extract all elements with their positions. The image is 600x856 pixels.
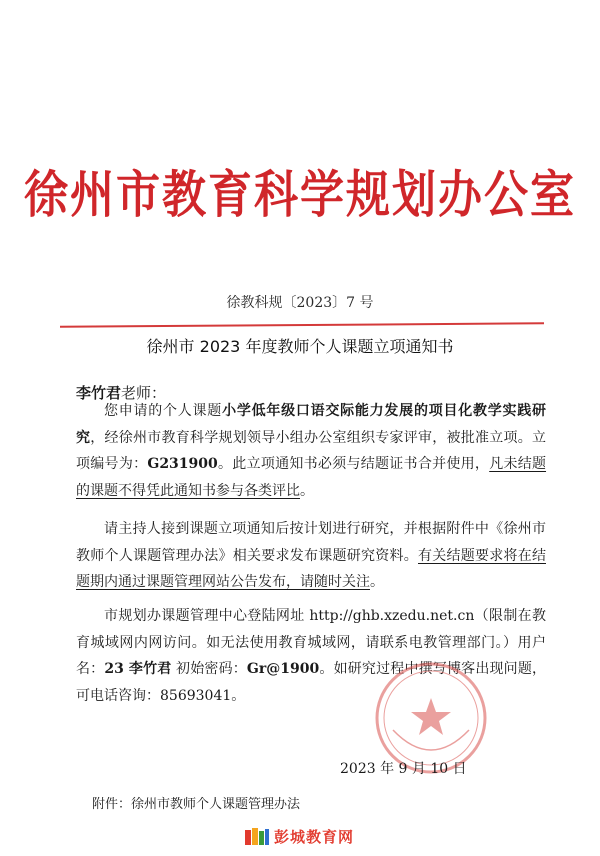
p3-text-3: 。如研究过程中撰写博客出现问题，可电话咨询：85693041。: [76, 661, 547, 704]
watermark-site-name: 彭城教育网: [274, 828, 355, 846]
letterhead-title: 徐州市教育科学规划办公室: [24, 165, 576, 225]
project-code: G231900: [147, 456, 218, 472]
p1-underlined-note: 凡未结题的课题不得凭此通知书参与各类评比: [76, 456, 547, 499]
red-divider-line: [60, 322, 544, 327]
issue-date: 2023 年 9 月 10 日: [340, 761, 467, 777]
p1-text-4: 。: [300, 482, 314, 499]
p1-text-3: 。此立项通知书必须与结题证书合并使用，: [217, 456, 490, 472]
site-watermark: [244, 826, 354, 847]
document-number: 徐教科规〔2023〕7 号: [226, 295, 374, 311]
p1-text-2: ，经徐州市教育科学规划领导小组办公室组织专家评审，被批准立项。立项编号为：: [76, 429, 546, 472]
salutation-suffix: 老师：: [121, 384, 167, 402]
paragraph-approval: [76, 398, 546, 504]
p3-text-1: 市规划办课题管理中心登陆网址 http://ghb.xzedu.net.cn（限制在教育城域网内网访问。如无法使用教育城域网，请联系电教管理部门。）用户名：: [76, 608, 546, 677]
username: 23 李竹君: [104, 661, 172, 677]
p2-text-1: 请主持人接到课题立项通知后按计划进行研究，并根据附件中《徐州市教师个人课题管理办法》相关要求发布课题研究资料。: [76, 521, 546, 564]
project-topic: 小学低年级口语交际能力发展的项目化教学实践研究: [76, 403, 547, 446]
p2-underlined-note: 有关结题要求将在结题期内通过课题管理网站公告发布，请随时关注: [76, 547, 546, 590]
attachment-line: 附件：徐州市教师个人课题管理办法: [92, 797, 301, 812]
paragraph-instructions: [76, 516, 546, 596]
p1-text-1: 您申请的个人课题: [104, 403, 223, 419]
notice-title: 徐州市 2023 年度教师个人课题立项通知书: [146, 337, 454, 356]
p3-text-2: 初始密码：: [171, 661, 247, 677]
recipient-name: 李竹君: [76, 384, 122, 402]
initial-password: Gr@1900: [246, 661, 320, 677]
book-logo-icon: [244, 827, 270, 847]
p2-text-2: 。: [370, 574, 384, 590]
